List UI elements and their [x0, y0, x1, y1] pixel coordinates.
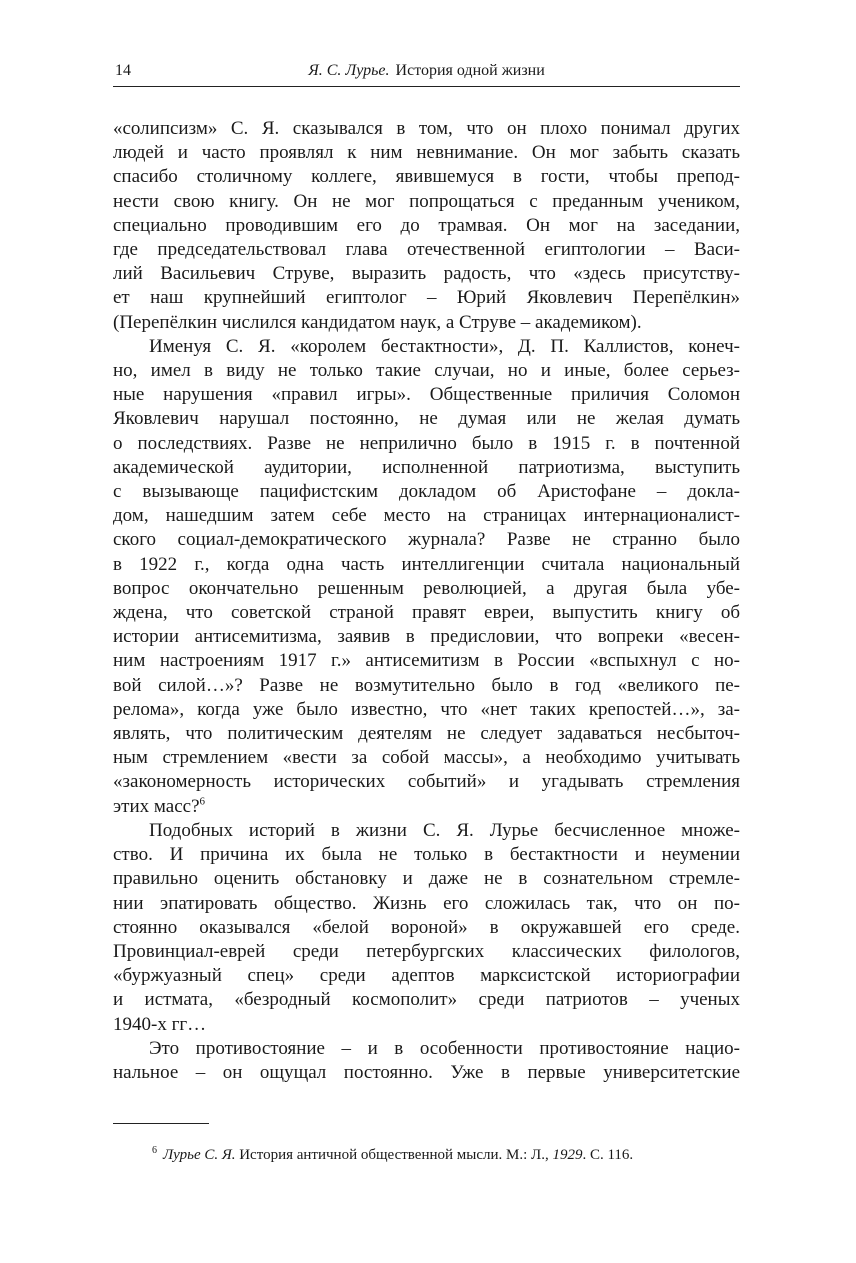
text-line: вопрос окончательно решенным революцией, а другая была убе- [113, 577, 740, 599]
text-line: правильно оценить обстановку и даже не в сознательном стремле- [113, 868, 740, 890]
text-line: в 1922 г., когда одна часть интеллигенции считала национальный [113, 553, 740, 575]
text-line: являть, что политическим деятелям не следует задаваться несбыточ- [113, 723, 740, 745]
text-line: истории антисемитизма, заявив в предисловии, что вопреки «весен- [113, 626, 740, 648]
text-line: релома», когда уже было известно, что «нет таких крепостей…», за- [113, 698, 740, 720]
running-title [113, 62, 740, 80]
text-line: «буржуазный спец» среди адептов марксистской историографии [113, 965, 740, 987]
text-line-last [113, 311, 740, 335]
text-line: дом, нашедшим затем себе место на страницах интернационалист- [113, 505, 740, 527]
text-line: «закономерность исторических событий» и угадывать стремления [113, 771, 740, 793]
page-number: 14 [115, 62, 131, 79]
text-line-last-content: (Перепёлкин числился кандидатом наук, а Струве – академиком). [113, 311, 642, 333]
text-line: нии эпатировать общество. Жизнь его сложилась так, что он по- [113, 892, 740, 914]
text-line-last [113, 795, 740, 819]
paragraph [113, 1037, 740, 1085]
text-line: ского социал-демократического журнала? Разве не странно было [113, 529, 740, 551]
footnote-year: 1929 [552, 1147, 583, 1163]
paragraph [113, 117, 740, 335]
text-line-last-content: 1940-х гг… [113, 1013, 207, 1035]
text-line: людей и часто проявлял к ним невнимание. Он мог забыть сказать [113, 142, 740, 164]
text-line: нести свою книгу. Он не мог попрощаться с преданным учеником, [113, 190, 740, 212]
text-line-last-content: этих масс? [113, 795, 200, 817]
text-line: «солипсизм» С. Я. сказывался в том, что он плохо понимал других [113, 118, 740, 139]
text-line: и истмата, «безродный космополит» среди патриотов – ученых [113, 989, 740, 1011]
text-line: Провинциал-еврей среди петербургских классических филологов, [113, 940, 740, 962]
text-line: лий Васильевич Струве, выразить радость, что «здесь присутству- [113, 263, 740, 285]
footnote-divider [113, 1123, 209, 1124]
text-line: но, имел в виду не только такие случаи, но и иные, более серьез- [113, 360, 740, 382]
text-line: ет наш крупнейший египтолог – Юрий Яковлевич Перепёлкин» [113, 287, 740, 309]
text-line: ство. И причина их была не только в бестактности и неумении [113, 844, 740, 866]
text-line: академической аудитории, исполненной патриотизма, выступить [113, 456, 740, 478]
text-line: ные нарушения «правил игры». Общественные приличия Соломон [113, 384, 740, 406]
text-line: ждена, что советской страной правят евреи, выпустить книгу об [113, 602, 740, 624]
footnote-author: Лурье С. Я. [163, 1147, 236, 1163]
running-header [113, 60, 740, 87]
text-line: нальное – он ощущал постоянно. Уже в первые университетские [113, 1061, 740, 1083]
body-text [113, 117, 740, 1085]
footnote [152, 1141, 752, 1165]
text-line-last [113, 1013, 740, 1037]
text-line: с вызывающе пацифистским докладом об Аристофане – доклa- [113, 481, 740, 503]
footnote-text: История античной общественной мысли. М.: Л., [239, 1147, 549, 1163]
paragraph [113, 819, 740, 1037]
text-line: Яковлевич нарушал постоянно, не думая или не желая думать [113, 408, 740, 430]
text-line: ним настроениям 1917 г.» антисемитизм в России «вспыхнул с но- [113, 650, 740, 672]
text-line: спасибо столичному коллеге, явившемуся в гости, чтобы препод- [113, 166, 740, 188]
text-line: ным стремлением «вести за собой массы», а необходимо учитывать [113, 747, 740, 769]
text-line: Это противостояние – и в особенности противостояние нацио- [149, 1037, 740, 1059]
footnote-reference[interactable]: 6 [199, 795, 206, 808]
footnote-number: 6 [152, 1145, 157, 1156]
text-line: Подобных историй в жизни С. Я. Лурье бесчисленное множе- [149, 819, 740, 841]
footnote-page: . С. 116. [582, 1147, 634, 1163]
text-line: Именуя С. Я. «королем бестактности», Д. П. Каллистов, конеч- [149, 335, 740, 357]
running-title-book: История одной жизни [395, 62, 545, 79]
paragraph [113, 335, 740, 819]
text-line: где председательствовал глава отечественной египтологии – Васи- [113, 239, 740, 261]
text-line: вой силой…»? Разве не возмутительно было в год «великого пе- [113, 674, 740, 696]
running-title-author: Я. С. Лурье. [308, 62, 390, 79]
text-line: о последствиях. Разве не неприлично было в 1915 г. в почтенной [113, 432, 740, 454]
text-line: специально проводившим его до трамвая. Он мог на заседании, [113, 214, 740, 236]
text-line: стоянно оказывался «белой вороной» в окружавшей его среде. [113, 916, 740, 938]
